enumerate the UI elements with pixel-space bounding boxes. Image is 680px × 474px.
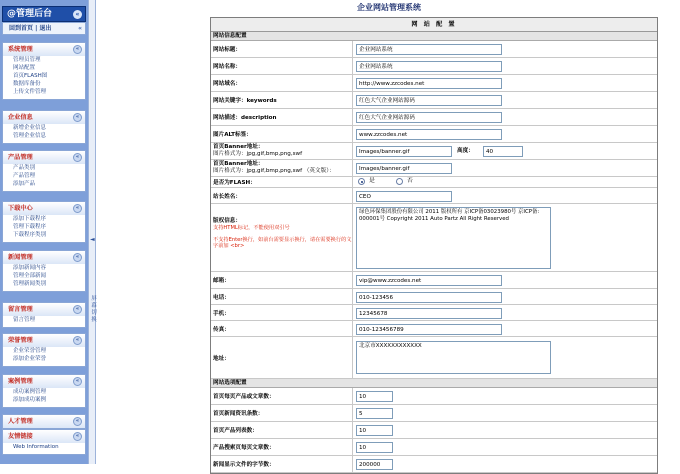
sidebar-menu-item[interactable]: 上传文件管理 — [13, 89, 47, 95]
mobile-label: 手机： — [211, 305, 353, 320]
menu-group-title[interactable]: 案例管理 — [8, 378, 33, 385]
sidebar-menu-item[interactable]: 新增企业信息 — [13, 125, 47, 131]
chevron-left-icon[interactable]: « — [78, 25, 82, 32]
menu-group-title[interactable]: 系统管理 — [8, 46, 33, 53]
row-mobile — [211, 305, 657, 321]
copyright-label: 版权信息： — [213, 218, 241, 224]
row-site-name — [211, 58, 657, 75]
banner-height-label: 高度： — [457, 148, 474, 154]
brand-logo — [2, 6, 86, 22]
owner-input[interactable]: CEO — [356, 191, 452, 202]
home-logout-links[interactable]: 回到首页 | 退出 — [9, 25, 52, 32]
menu-group — [2, 414, 86, 429]
opt5-label: 新闻显示文件的字节数： — [211, 456, 353, 472]
row-keywords — [211, 92, 657, 109]
sidebar-menu-item[interactable]: 企业荣誉管理 — [13, 348, 47, 354]
email-input[interactable]: vip@www.zzcodes.net — [356, 275, 502, 286]
menu-group — [2, 110, 86, 144]
description-input[interactable]: 红色大气企业网站源码 — [356, 112, 502, 123]
site-title-input[interactable]: 企业网站系统 — [356, 44, 502, 55]
menu-group-title[interactable]: 留言管理 — [8, 306, 33, 313]
top-links[interactable] — [2, 22, 86, 35]
site-title-label: 网站标题： — [211, 41, 353, 57]
section-site-options: 网站选项配置 — [211, 379, 657, 388]
collapse-toggle-icon[interactable]: « — [73, 377, 82, 386]
collapse-toggle-icon[interactable]: « — [73, 204, 82, 213]
row-site-domain — [211, 75, 657, 92]
screen-switch-label[interactable]: 屏幕切换 — [91, 296, 97, 323]
sidebar-menu-item[interactable]: 网站配置 — [13, 65, 36, 71]
keywords-input[interactable]: 红色大气企业网站源码 — [356, 95, 502, 106]
flash-yes-label: 是 — [369, 178, 375, 184]
row-banner — [211, 143, 657, 160]
row-opt3 — [211, 422, 657, 439]
form-caption: 网 站 配 置 — [211, 18, 657, 32]
menu-group-header[interactable] — [3, 43, 85, 56]
menu-group-header[interactable] — [3, 415, 85, 428]
brand-title: @管理后台 — [7, 9, 53, 19]
menu-group — [2, 150, 86, 192]
banner-label-text: 首页Banner地址： — [213, 144, 264, 150]
menu-group-title[interactable]: 企业信息 — [8, 114, 33, 121]
sidebar-menu-item[interactable]: 产品类别 — [13, 165, 36, 171]
site-config-form — [210, 17, 658, 474]
collapse-toggle-icon[interactable]: « — [73, 305, 82, 314]
sidebar-menu-item[interactable]: 添加下载程序 — [13, 216, 47, 222]
opt1-input[interactable]: 10 — [356, 391, 393, 402]
opt5-input[interactable]: 200000 — [356, 459, 393, 470]
menu-group-header[interactable] — [3, 151, 85, 164]
banner-input[interactable]: Images/banner.gif — [356, 146, 452, 157]
row-owner — [211, 188, 657, 204]
sidebar-menu-item[interactable]: 管理员管理 — [13, 57, 41, 63]
collapse-toggle-icon[interactable]: « — [73, 417, 82, 426]
address-label: 地址： — [211, 337, 353, 378]
email-label: 邮箱： — [211, 272, 353, 288]
row-phone — [211, 289, 657, 305]
opt3-label: 首页产品列表数： — [211, 422, 353, 438]
splitter-arrow-icon[interactable]: ◄ — [90, 236, 95, 243]
banner-en-input[interactable]: Images/banner.gif — [356, 163, 452, 174]
menu-group-header[interactable] — [3, 334, 85, 347]
sidebar-menu-item[interactable]: Web Information — [13, 444, 59, 450]
row-opt4 — [211, 439, 657, 456]
row-alt — [211, 126, 657, 143]
opt4-input[interactable]: 10 — [356, 442, 393, 453]
sidebar-menu-item[interactable]: 首页FLASH图 — [13, 73, 48, 79]
menu-group — [2, 429, 86, 455]
sidebar-menu-item[interactable]: 添加成功案例 — [13, 397, 47, 403]
row-opt2 — [211, 405, 657, 422]
flash-no-label: 否 — [407, 178, 413, 184]
sidebar-menu-item[interactable]: 留言管理 — [13, 317, 36, 323]
collapse-toggle-icon[interactable]: « — [73, 253, 82, 262]
description-label: 网站描述：description — [211, 109, 353, 125]
row-flash — [211, 177, 657, 188]
row-banner-en — [211, 160, 657, 177]
menu-group-header[interactable] — [3, 430, 85, 443]
flash-no-radio[interactable] — [396, 178, 403, 185]
alt-input[interactable]: www.zzcodes.net — [356, 129, 502, 140]
row-site-title — [211, 41, 657, 58]
copyright-note-newline: 不支持Enter换行，如前台需要显示换行，请在需要换行的文字前加 <br> — [213, 236, 352, 249]
sidebar-menu-item[interactable]: 添加企业荣誉 — [13, 356, 47, 362]
copyright-note-html: 支持HTML标记，不能使用双引号 — [213, 225, 290, 231]
menu-group-header[interactable] — [3, 202, 85, 215]
menu-group-header[interactable] — [3, 111, 85, 124]
menu-group-header[interactable] — [3, 251, 85, 264]
sidebar-menu-item[interactable]: 管理新闻类别 — [13, 281, 47, 287]
address-textarea[interactable]: 北京市XXXXXXXXXXXX — [356, 341, 551, 374]
menu-group-header[interactable] — [3, 375, 85, 388]
row-opt1 — [211, 388, 657, 405]
owner-label: 站长姓名： — [211, 188, 353, 203]
menu-group-title[interactable]: 新闻管理 — [8, 254, 33, 261]
sidebar-menu-item[interactable]: 添加新闻内容 — [13, 265, 47, 271]
alt-label: 图片ALT标签： — [211, 126, 353, 142]
menu-group — [2, 333, 86, 367]
banner-en-label-text: 首页Banner地址： — [213, 161, 264, 167]
sidebar-menu-item[interactable]: 数据库备份 — [13, 81, 41, 87]
section-site-info: 网站信息配置 — [211, 32, 657, 41]
opt1-label: 首页每页产品或文章数： — [211, 388, 353, 404]
opt4-label: 产品搜索页每页文章数： — [211, 439, 353, 455]
sidebar-menu-item[interactable]: 下载程序类别 — [13, 232, 47, 238]
menu-group — [2, 201, 86, 243]
sidebar-menu-item[interactable]: 添加产品 — [13, 181, 36, 187]
mobile-input[interactable]: 12345678 — [356, 308, 502, 319]
phone-label: 电话： — [211, 289, 353, 304]
menu-group-title[interactable]: 荣誉管理 — [8, 337, 33, 344]
row-description — [211, 109, 657, 126]
row-email — [211, 272, 657, 289]
sidebar-menu-item[interactable]: 管理下载程序 — [13, 224, 47, 230]
menu-group — [2, 42, 86, 100]
sidebar — [0, 0, 88, 464]
phone-input[interactable]: 010-123456 — [356, 292, 502, 303]
sidebar-menu-item[interactable]: 管理全部新闻 — [13, 273, 47, 279]
collapse-toggle-icon[interactable]: « — [73, 336, 82, 345]
sidebar-menu-item[interactable]: 产品管理 — [13, 173, 36, 179]
flash-label: 是否为FLASH： — [211, 177, 353, 187]
sidebar-menu-item[interactable]: 管理企业信息 — [13, 133, 47, 139]
collapse-icon[interactable]: « — [73, 10, 82, 19]
fax-label: 传真： — [211, 321, 353, 336]
banner-hint: 图片格式为：jpg,gif,bmp,png,swf — [213, 150, 303, 157]
row-fax — [211, 321, 657, 337]
row-copyright — [211, 204, 657, 272]
sidebar-splitter[interactable] — [88, 0, 96, 464]
site-name-label: 网站名称： — [211, 58, 353, 74]
site-domain-label: 网站域名： — [211, 75, 353, 91]
menu-group — [2, 374, 86, 408]
menu-group — [2, 302, 86, 328]
copyright-textarea[interactable]: 绿色环保集团股份有限公司 2011 版权所有 京ICP备03023980号 京ICP备: 000001号 Copyright 2011 Auto Partz All Right Reserved — [356, 207, 551, 269]
row-opt5 — [211, 456, 657, 473]
opt3-input[interactable]: 10 — [356, 425, 393, 436]
menu-group-title[interactable]: 产品管理 — [8, 154, 33, 161]
banner-height-input[interactable]: 40 — [483, 146, 523, 157]
opt2-input[interactable]: 5 — [356, 408, 393, 419]
main-content — [98, 0, 680, 468]
fax-input[interactable]: 010-123456789 — [356, 324, 502, 335]
collapse-toggle-icon[interactable]: « — [73, 153, 82, 162]
menu-group-title[interactable]: 人才管理 — [8, 418, 33, 425]
keywords-label: 网站关键字：keywords — [211, 92, 353, 108]
banner-en-hint: 图片格式为：jpg,gif,bmp,png,swf （英文版）： — [213, 167, 335, 174]
banner-label — [211, 143, 353, 159]
banner-en-label — [211, 160, 353, 176]
menu-group-header[interactable] — [3, 303, 85, 316]
collapse-toggle-icon[interactable]: « — [73, 432, 82, 441]
menu-group — [2, 250, 86, 292]
flash-yes-radio[interactable] — [358, 178, 365, 185]
site-domain-input[interactable]: http://www.zzcodes.net — [356, 78, 502, 89]
row-address — [211, 337, 657, 379]
menu-group-title[interactable]: 下载中心 — [8, 205, 33, 212]
sidebar-menu-item[interactable]: 成功案例管理 — [13, 389, 47, 395]
site-name-input[interactable]: 企业网站系统 — [356, 61, 502, 72]
opt2-label: 首页新闻资讯条数： — [211, 405, 353, 421]
copyright-label-cell — [211, 204, 353, 271]
collapse-toggle-icon[interactable]: « — [73, 45, 82, 54]
collapse-toggle-icon[interactable]: « — [73, 113, 82, 122]
menu-group-title[interactable]: 友情链接 — [8, 433, 33, 440]
page-title: 企业网站管理系统 — [357, 3, 421, 12]
